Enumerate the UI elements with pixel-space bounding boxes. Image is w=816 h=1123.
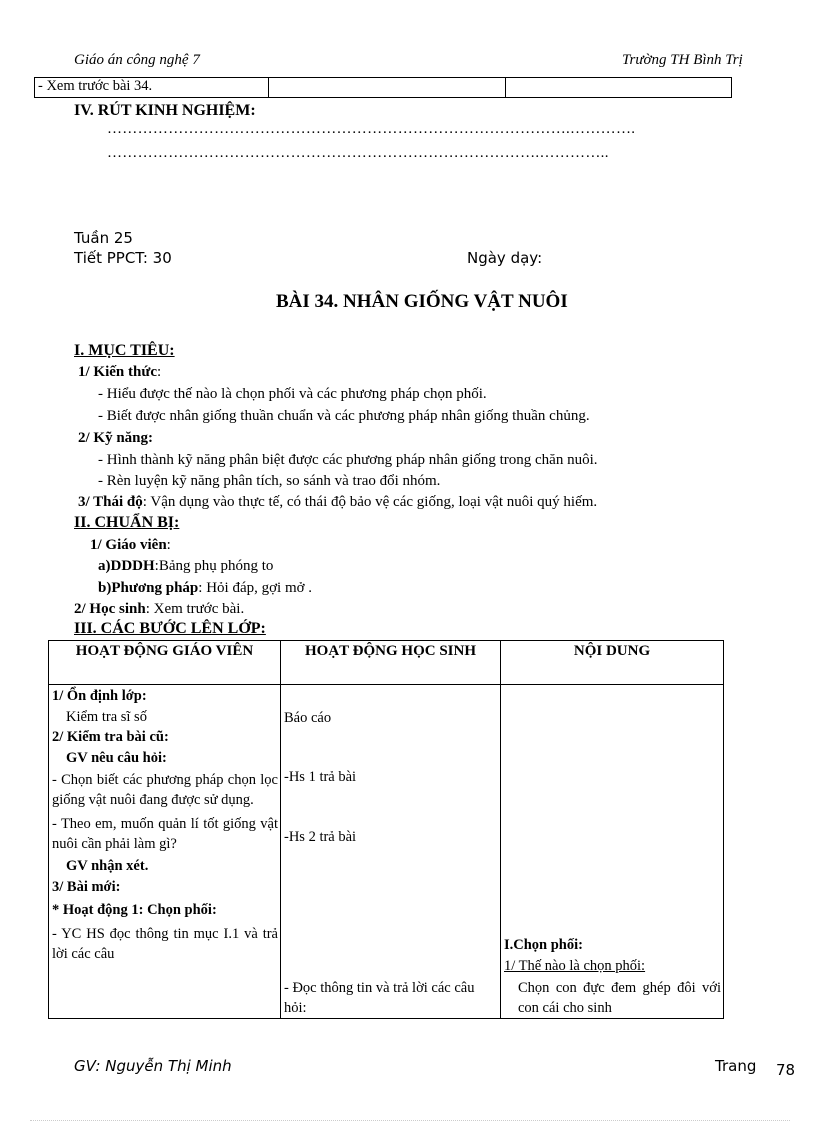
content-text: Chọn con đực đem ghép đôi với con cái cho sinh [518,980,721,1017]
prep-b-label: b)Phương pháp [98,580,199,596]
header-content: NỘI DUNG [501,641,724,685]
period-label: Tiết PPCT: 30 [74,249,172,267]
rkn-dots-1: ……………………………………………………………………………….…………. [107,121,636,137]
prep-b-line [98,579,312,597]
attitude-line [78,493,597,511]
student-line [74,600,244,618]
step-2-heading: 2/ Kiểm tra bài cũ: [52,729,169,746]
continuation-cell-empty [268,78,505,98]
knowledge-label: 1/ Kiến thức [78,364,157,380]
knowledge-item-1: - Hiểu được thế nào là chọn phối và các phương pháp chọn phối. [98,386,487,402]
header-right: Trường TH Bình Trị [622,52,743,68]
header-left: Giáo án công nghệ 7 [74,52,200,68]
teacher-remark: GV nhận xét. [66,858,149,875]
section-3-heading: III. CÁC BƯỚC LÊN LỚP: [74,620,266,637]
student-report: Báo cáo [284,710,332,726]
footer-teacher: GV: Nguyễn Thị Minh [74,1057,232,1075]
student-answer-2: -Hs 2 trả bài [284,829,357,846]
page-bottom-divider [30,1120,790,1121]
step-2-subheading: GV nêu câu hỏi: [66,749,167,766]
lesson-steps-table [48,640,724,1019]
content-subheading: 1/ Thế nào là chọn phối: [504,957,646,974]
step-1-text: Kiểm tra sĩ số [66,708,147,725]
content-heading: I.Chọn phối: [504,937,583,953]
teacher-label: 1/ Giáo viên [90,537,167,553]
content-cell [501,685,724,1019]
prep-b-text: : Hỏi đáp, gợi mở . [198,580,313,596]
section-2-heading: II. CHUẨN BỊ: [74,514,180,531]
week-label: Tuần 25 [74,229,133,247]
footer-page-number: 78 [776,1061,796,1079]
question-1: - Chọn biết các phương pháp chọn lọc giống vật nuôi đang được sử dụng. [52,772,278,809]
activity-1-heading: * Hoạt động 1: Chọn phối: [52,901,217,918]
header-student-activity: HOẠT ĐỘNG HỌC SINH [281,641,501,685]
prep-a-text: :Bảng phụ phóng to [154,558,274,574]
skills-label: 2/ Kỹ năng: [78,430,154,446]
attitude-label: 3/ Thái độ [78,494,143,510]
attitude-text: : Vận dụng vào thực tế, có thái độ bảo vệ các giống, loại vật nuôi quý hiếm. [142,494,598,510]
knowledge-colon: : [157,364,162,380]
skills-item-2: - Rèn luyện kỹ năng phân tích, so sánh và trao đổi nhóm. [98,473,441,489]
teacher-colon: : [166,537,171,553]
prep-a-line [98,557,273,575]
skills-item-1: - Hình thành kỹ năng phân biệt được các phương pháp nhân giống trong chăn nuôi. [98,452,598,468]
rkn-dots-2: ………………………………………………………………………….………….. [107,145,609,161]
knowledge-line [78,363,161,381]
date-label: Ngày dạy: [467,249,543,267]
header-teacher-activity: HOẠT ĐỘNG GIÁO VIÊN [49,641,281,685]
question-2: - Theo em, muốn quản lí tốt giống vật nuôi cần phải làm gì? [52,816,278,853]
student-answer-1: -Hs 1 trả bài [284,768,357,785]
student-activity-cell [281,685,501,1019]
footer-page-label: Trang [715,1057,757,1075]
teacher-line [90,536,171,554]
student-label: 2/ Học sinh [74,601,146,617]
teacher-activity-cell [49,685,281,1019]
prep-a-label: a)DDDH [98,558,155,574]
continuation-table [34,77,732,98]
continuation-cell: - Xem trước bài 34. [35,78,269,98]
activity-1-instruction: - YC HS đọc thông tin mục I.1 và trả lời các câu [52,925,278,962]
student-text: : Xem trước bài. [145,601,245,617]
section-1-heading: I. MỤC TIÊU: [74,342,175,359]
step-1-heading: 1/ Ổn định lớp: [52,688,147,704]
step-3-heading: 3/ Bài mới: [52,878,121,895]
continuation-cell-empty [506,78,732,98]
knowledge-item-2: - Biết được nhân giống thuần chuẩn và các phương pháp nhân giống thuần chủng. [98,408,590,424]
rkn-heading: IV. RÚT KINH NGHIỆM: [74,102,256,119]
student-read-info: - Đọc thông tin và trả lời các câu hỏi: [284,979,475,1016]
lesson-title: BÀI 34. NHÂN GIỐNG VẬT NUÔI [276,291,568,312]
